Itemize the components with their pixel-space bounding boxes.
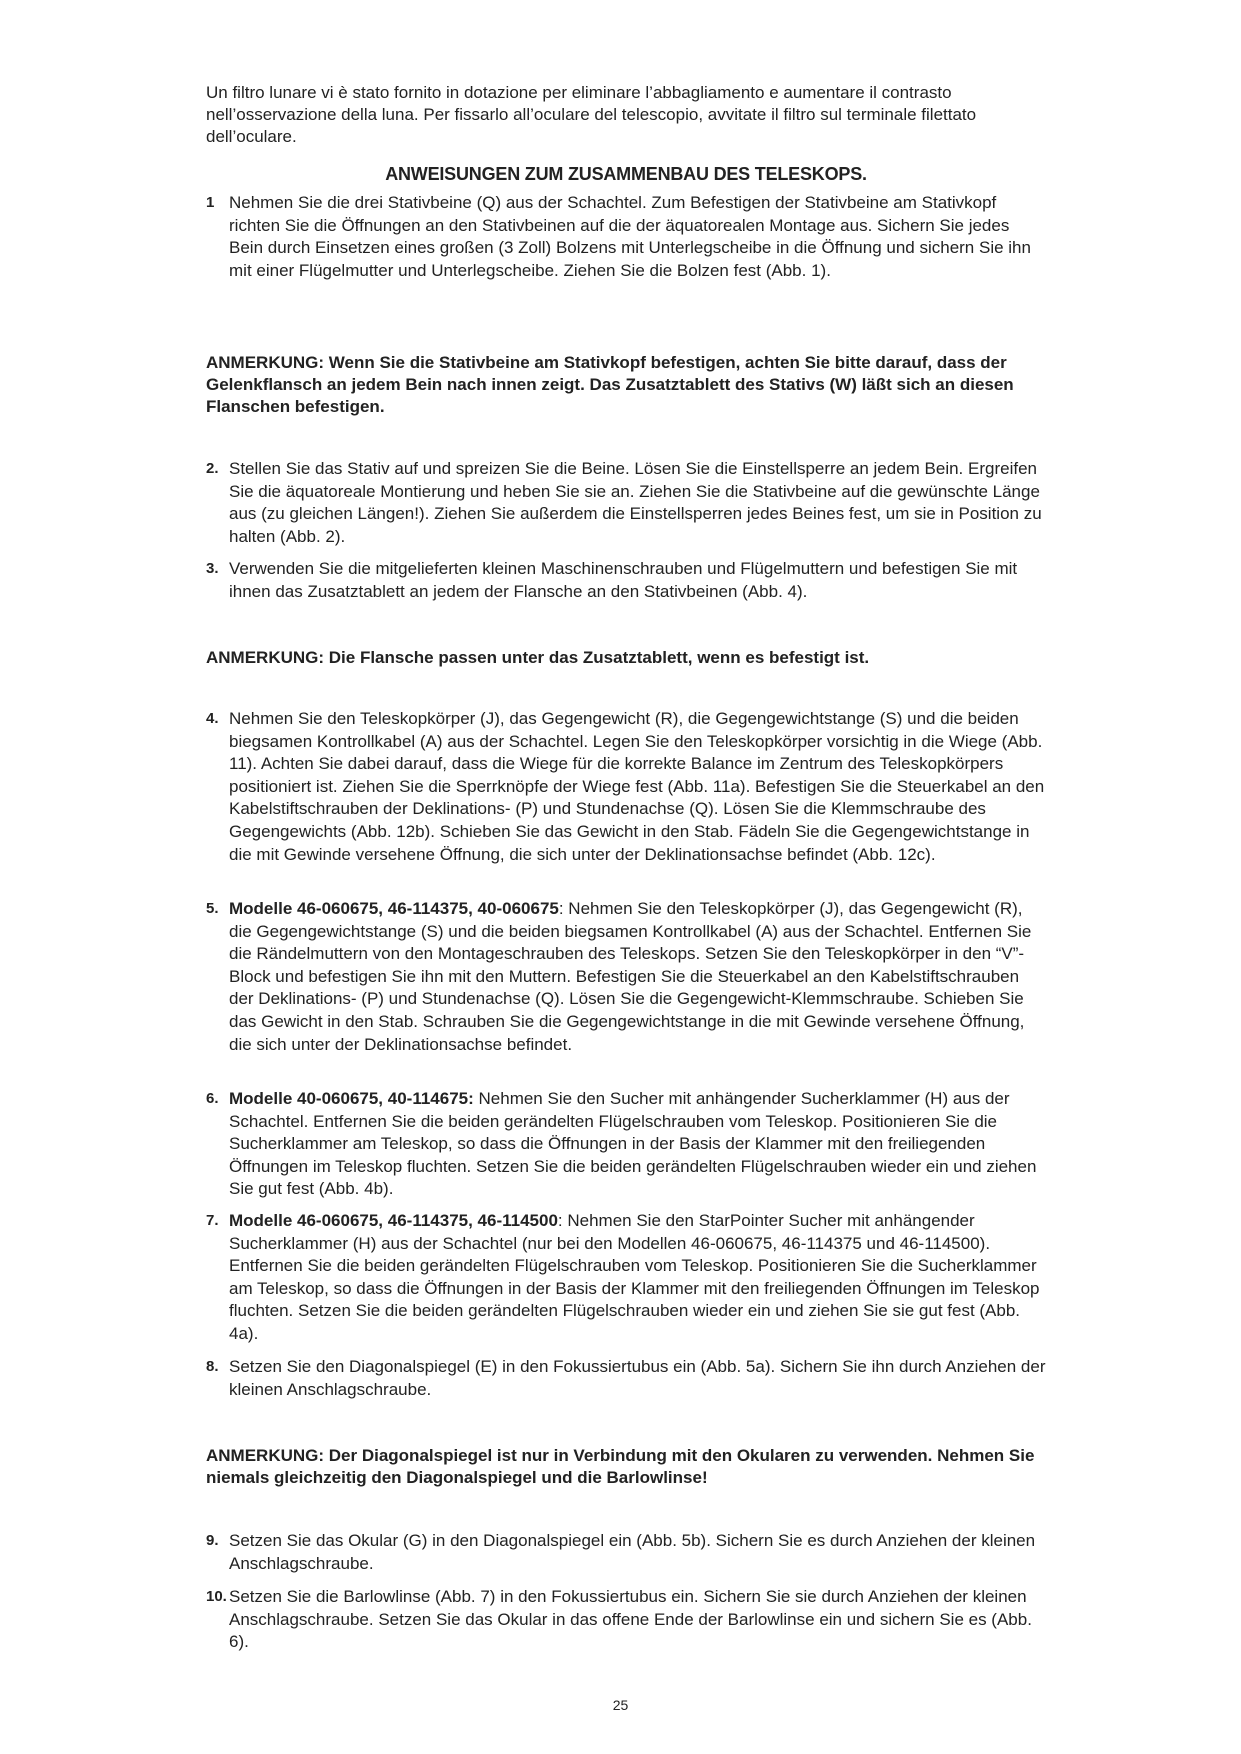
step-models: Modelle 46-060675, 46-114375, 46-114500 [229, 1211, 558, 1230]
step-text [229, 898, 1046, 1056]
step-body: : Nehmen Sie den Teleskopkörper (J), das Gegengewicht (R), die Gegengewichtstange (S) und die beiden biegsamen Kontrollkabel (A) aus der Schachtel. Entfernen Sie die Rändelmuttern von den Montageschrauben des Teleskops. Setzen Sie den Teleskopkörper in den “V”-Block und befestigen Sie ihn mit den Muttern. Befestigen Sie die Steuerkabel an den Kabelstiftschrauben der Deklinations- (P) und Stundenachse (Q). Lösen Sie die Gegengewicht-Klemmschraube. Schieben Sie das Gewicht in den Stab. Schrauben Sie die Gegengewichtstange in die mit Gewinde versehene Öffnung, die sich unter der Deklinationsachse befindet. [229, 899, 1032, 1054]
step-number: 6. [206, 1090, 219, 1107]
step-text [229, 1088, 1046, 1201]
section-heading: ANWEISUNGEN ZUM ZUSAMMENBAU DES TELESKOPS. [385, 164, 867, 184]
step-2 [206, 458, 1046, 548]
step-number: 5. [206, 900, 219, 917]
step-text: Setzen Sie die Barlowlinse (Abb. 7) in den Fokussiertubus ein. Sichern Sie sie durch Anziehen der kleinen Anschlagschraube. Setzen Sie das Okular in das offene Ende der Barlowlinse ein und sichern Sie es (Abb. 6). [229, 1587, 1032, 1652]
page-number: 25 [612, 1697, 629, 1713]
note-flanges: ANMERKUNG: Die Flansche passen unter das Zusatztablett, wenn es befestigt ist. [206, 648, 870, 667]
step-number: 8. [206, 1358, 219, 1375]
step-text: Setzen Sie den Diagonalspiegel (E) in den Fokussiertubus ein (Abb. 5a). Sichern Sie ihn durch Anziehen der kleinen Anschlagschraube. [229, 1357, 1046, 1399]
step-text: Setzen Sie das Okular (G) in den Diagonalspiegel ein (Abb. 5b). Sichern Sie es durch Anziehen der kleinen Anschlagschraube. [229, 1531, 1036, 1573]
step-number: 9. [206, 1532, 219, 1549]
step-text: Stellen Sie das Stativ auf und spreizen Sie die Beine. Lösen Sie die Einstellsperre an jedem Bein. Ergreifen Sie die äquatoreale Montierung und heben Sie sie an. Ziehen Sie die Stativbeine auf die gewünschte Länge aus (zu gleichen Längen!). Ziehen Sie außerdem die Einstellsperren jedes Beines fest, um sie in Position zu halten (Abb. 2). [229, 459, 1042, 546]
step-5 [206, 898, 1046, 1056]
step-number: 1 [206, 194, 215, 211]
step-1 [206, 192, 1046, 282]
step-models: Modelle 46-060675, 46-114375, 40-060675 [229, 899, 559, 918]
step-10 [206, 1586, 1046, 1654]
step-text: Nehmen Sie den Teleskopkörper (J), das Gegengewicht (R), die Gegengewichtstange (S) und die beiden biegsamen Kontrollkabel (A) aus der Schachtel. Legen Sie den Teleskopkörper vorsichtig in die Wiege (Abb. 11). Achten Sie dabei darauf, dass die Wiege für die korrekte Balance im Zentrum des Teleskopkörpers positioniert ist. Ziehen Sie die Sperrknöpfe der Wiege fest (Abb. 11a). Befestigen Sie die Steuerkabel an den Kabelstiftschrauben der Deklinations- (P) und Stundenachse (Q). Lösen Sie die Klemmschraube des Gegengewichts (Abb. 12b). Schieben Sie das Gewicht in den Stab. Fädeln Sie die Gegengewichtstange in die mit Gewinde versehene Öffnung, die sich unter der Deklinationsachse befindet (Abb. 12c). [229, 709, 1045, 864]
step-3 [206, 558, 1046, 603]
step-number: 4. [206, 710, 219, 727]
step-4 [206, 708, 1046, 866]
step-number: 3. [206, 560, 219, 577]
step-7 [206, 1210, 1046, 1346]
step-body: : Nehmen Sie den StarPointer Sucher mit anhängender Sucherklammer (H) aus der Schachtel (nur bei den Modellen 46-060675, 46-114375 und 46-114500). Entfernen Sie die beiden gerändelten Flügelschrauben vom Teleskop. Positionieren Sie die Sucherklammer am Teleskop, so dass die Öffnungen in der Basis der Klammer mit den freiliegenden Öffnungen im Teleskop fluchten. Setzen Sie die beiden gerändelten Flügelschrauben wieder ein und ziehen Sie sie gut fest (Abb. 4a). [229, 1211, 1040, 1343]
step-text: Nehmen Sie die drei Stativbeine (Q) aus der Schachtel. Zum Befestigen der Stativbeine am Stativkopf richten Sie die Öffnungen an den Stativbeinen auf die der äquatorealen Montage aus. Sichern Sie jedes Bein durch Einsetzen eines großen (3 Zoll) Bolzens mit Unterlegscheibe in die Öffnung und sichern Sie ihn mit einer Flügelmutter und Unterlegscheibe. Ziehen Sie die Bolzen fest (Abb. 1). [229, 193, 1031, 280]
step-text [229, 1210, 1046, 1346]
note-tripod-flange: ANMERKUNG: Wenn Sie die Stativbeine am Stativkopf befestigen, achten Sie bitte darauf, dass der Gelenkflansch an jedem Bein nach innen zeigt. Das Zusatztablett des Stativs (W) läßt sich an diesen Flanschen befestigen. [206, 353, 1014, 416]
step-9 [206, 1530, 1046, 1575]
step-models: Modelle 40-060675, 40-114675: [229, 1089, 474, 1108]
intro-paragraph: Un filtro lunare vi è stato fornito in dotazione per eliminare l’abbagliamento e aumentare il contrasto nell’osservazione della luna. Per fissarlo all’oculare del telescopio, avvitate il filtro sul terminale filettato dell’oculare. [206, 83, 977, 146]
step-number: 10. [206, 1588, 227, 1605]
step-body: Nehmen Sie den Sucher mit anhängender Sucherklammer (H) aus der Schachtel. Entfernen Sie die beiden gerändelten Flügelschrauben vom Teleskop. Positionieren Sie die Sucherklammer am Teleskop, so dass die Öffnungen in der Basis der Klammer mit den freiliegenden Öffnungen im Teleskop fluchten. Setzen Sie die beiden gerändelten Flügelschrauben wieder ein und ziehen Sie gut fest (Abb. 4b). [229, 1089, 1037, 1199]
step-number: 7. [206, 1212, 219, 1229]
step-text: Verwenden Sie die mitgelieferten kleinen Maschinenschrauben und Flügelmuttern und befestigen Sie mit ihnen das Zusatztablett an jedem der Flansche an den Stativbeinen (Abb. 4). [229, 559, 1018, 601]
step-8 [206, 1356, 1046, 1401]
step-number: 2. [206, 460, 219, 477]
note-diagonal-mirror: ANMERKUNG: Der Diagonalspiegel ist nur in Verbindung mit den Okularen zu verwenden. Nehmen Sie niemals gleichzeitig den Diagonalspiegel und die Barlowlinse! [206, 1446, 1035, 1487]
step-6 [206, 1088, 1046, 1201]
